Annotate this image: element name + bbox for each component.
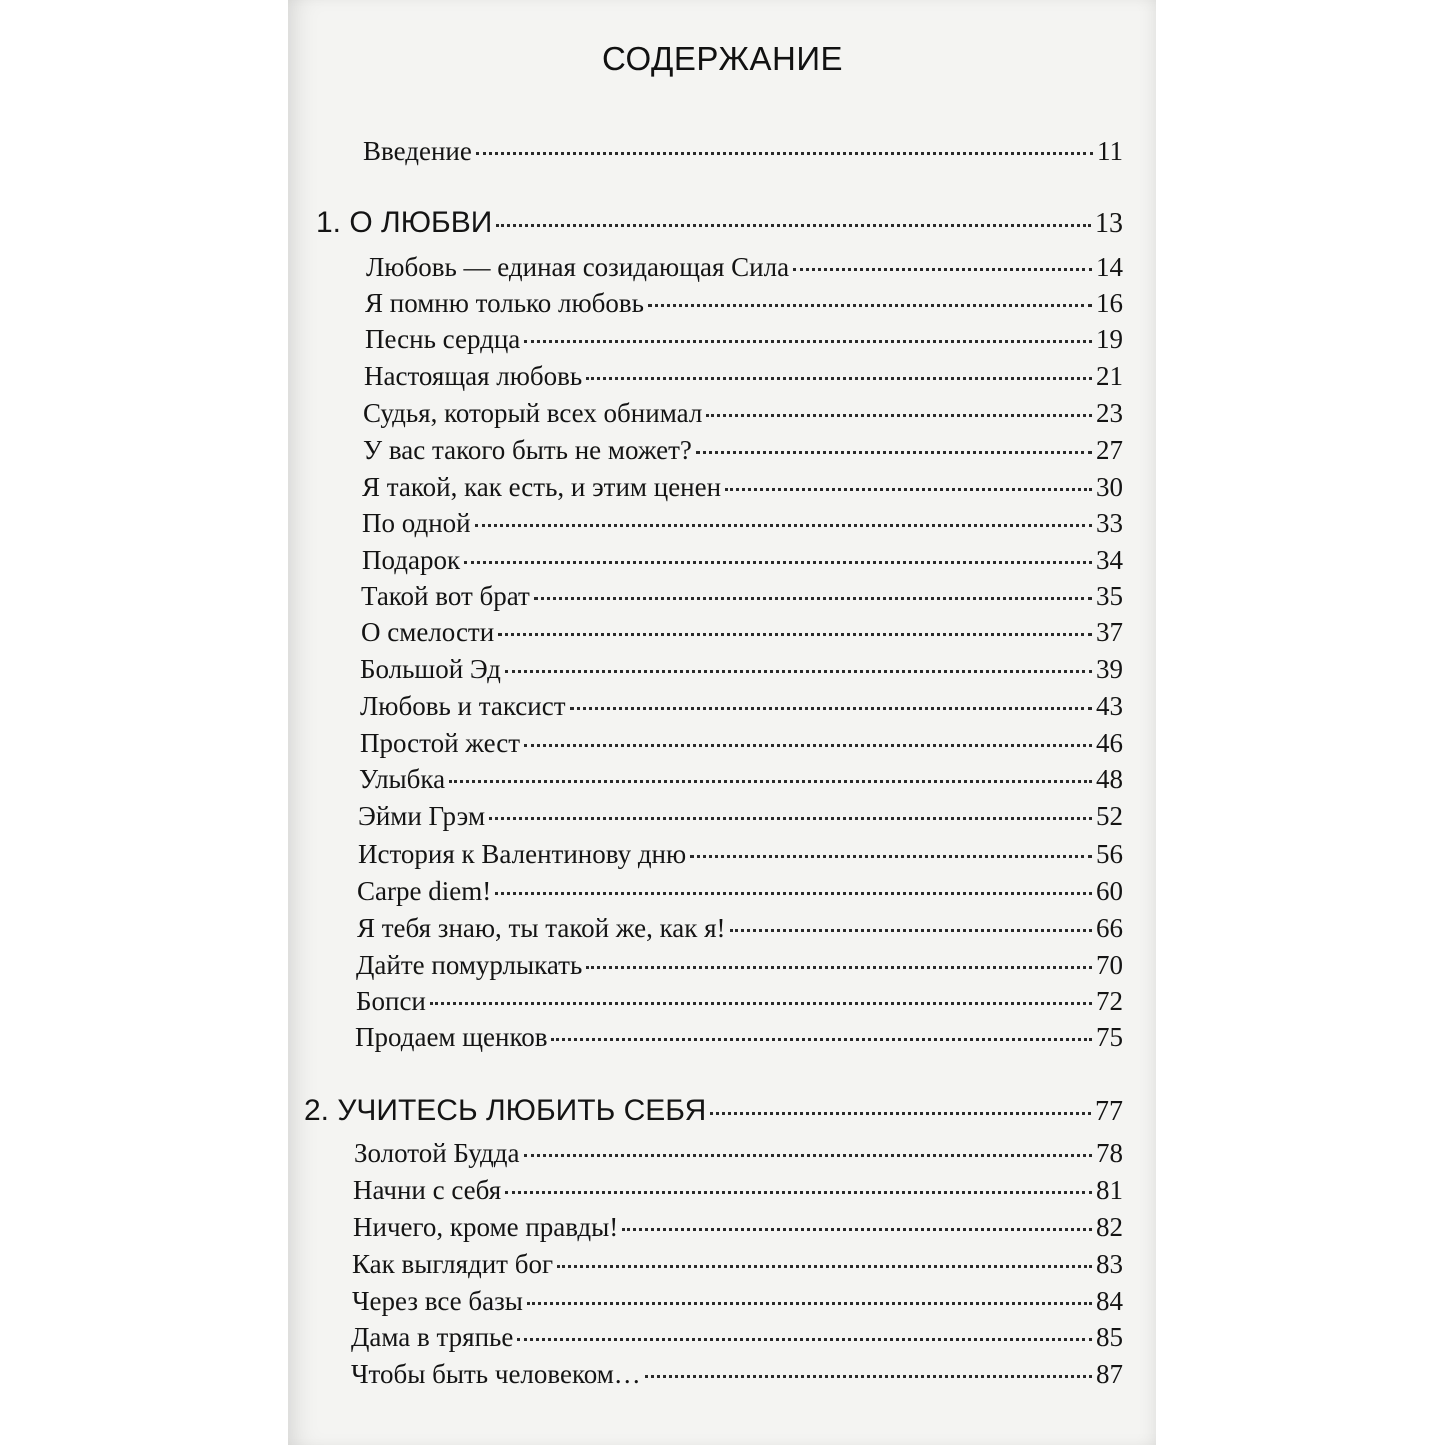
leader-dots [730,928,1092,932]
leader-dots [793,267,1092,271]
entry-page: 82 [1096,1212,1123,1242]
entry-page: 23 [1096,398,1123,428]
leader-dots [524,743,1092,747]
toc-entry [353,1175,1123,1206]
toc-entry [360,728,1123,759]
entry-page: 83 [1096,1249,1123,1279]
toc-entry [363,435,1123,466]
toc-entry-introduction [363,136,1123,167]
chapter-page: 77 [1095,1096,1123,1127]
leader-dots [690,854,1092,858]
entry-page: 81 [1096,1175,1123,1205]
entry-title: Carpe diem! [357,876,492,906]
leader-dots [505,669,1092,673]
leader-dots [551,1037,1092,1041]
entry-page: 72 [1096,986,1123,1016]
entry-title: Дайте помурлыкать [356,950,583,980]
toc-entry [352,1286,1123,1317]
toc-entry [351,1359,1123,1390]
toc-entry [366,252,1123,283]
entry-page: 84 [1096,1286,1123,1316]
entry-title: У вас такого быть не может? [363,435,692,465]
leader-dots [586,376,1092,380]
entry-title: Золотой Будда [354,1138,520,1168]
toc-entry [355,1022,1123,1053]
leader-dots [557,1264,1092,1268]
leader-dots [725,487,1092,491]
entry-page: 11 [1097,136,1123,166]
chapter-title: 2. УЧИТЕСЬ ЛЮБИТЬ СЕБЯ [304,1094,707,1127]
entry-title: О смелости [361,617,495,647]
entry-title: Чтобы быть человеком… [351,1359,641,1389]
entry-title: Как выглядит бог [352,1249,554,1279]
leader-dots [464,560,1092,564]
entry-title: Улыбка [359,764,446,794]
entry-title: Судья, который всех обнимал [363,398,703,428]
entry-title: Ничего, кроме правды! [353,1212,619,1242]
toc-entry [360,654,1123,685]
entry-page: 16 [1096,288,1123,318]
leader-dots [505,1190,1092,1194]
toc-entry [361,617,1123,648]
leader-dots [586,965,1092,969]
leader-dots [489,816,1092,820]
leader-dots [475,523,1092,527]
toc-title: СОДЕРЖАНИЕ [601,40,844,77]
toc-entry [358,839,1123,870]
entry-page: 14 [1096,252,1123,282]
toc-entry [361,581,1123,612]
entry-title: Начни с себя [353,1175,502,1205]
toc-entry [358,801,1123,832]
toc-entry [365,288,1123,319]
leader-dots [706,413,1092,417]
toc-entry [352,1249,1123,1280]
toc-chapter-2 [304,1094,1123,1128]
toc-chapter-1 [316,206,1123,240]
entry-page: 34 [1096,545,1123,575]
leader-dots [534,596,1092,600]
entry-title: Эйми Грэм [358,801,486,831]
entry-page: 85 [1096,1322,1123,1352]
chapter-title: 1. О ЛЮБВИ [316,206,493,239]
entry-title: Я такой, как есть, и этим ценен [362,472,722,502]
entry-page: 78 [1096,1138,1123,1168]
entry-title: Настоящая любовь [364,361,583,391]
entry-page: 46 [1096,728,1123,758]
entry-title: Песнь сердца [365,324,521,354]
leader-dots [498,632,1092,636]
leader-dots [495,891,1092,895]
entry-page: 48 [1096,764,1123,794]
toc-entry [356,986,1123,1017]
entry-page: 39 [1096,654,1123,684]
toc-entry [357,913,1123,944]
toc-entry [364,361,1123,392]
toc-entry [363,398,1123,429]
entry-title: Через все базы [352,1286,523,1316]
leader-dots [517,1337,1092,1341]
toc-entry [365,324,1123,355]
leader-dots [648,303,1092,307]
entry-page: 43 [1096,691,1123,721]
entry-page: 70 [1096,950,1123,980]
toc-entry [362,472,1123,503]
toc-entry [362,508,1123,539]
entry-title: Подарок [362,545,461,575]
toc-entry [356,950,1123,981]
leader-dots [449,779,1092,783]
toc-entry [354,1138,1123,1169]
leader-dots [524,1153,1092,1157]
entry-title: История к Валентинову дню [358,839,687,869]
leader-dots [622,1227,1092,1231]
entry-title: Дама в тряпье [351,1322,514,1352]
toc-entry [353,1212,1123,1243]
entry-title: Я тебя знаю, ты такой же, как я! [357,913,726,943]
entry-title: Такой вот брат [361,581,530,611]
entry-page: 52 [1096,801,1123,831]
toc-entry [357,876,1123,907]
entry-page: 35 [1096,581,1123,611]
toc-entry [362,545,1123,576]
entry-page: 30 [1096,472,1123,502]
entry-page: 37 [1096,617,1123,647]
entry-title: Введение [363,136,472,166]
chapter-page: 13 [1095,208,1123,239]
entry-title: Любовь — единая созидающая Сила [366,252,790,282]
entry-page: 21 [1096,361,1123,391]
entry-page: 75 [1096,1022,1123,1052]
entry-page: 66 [1096,913,1123,943]
leader-dots [710,1111,1091,1115]
entry-page: 33 [1096,508,1123,538]
entry-page: 27 [1096,435,1123,465]
entry-title: Простой жест [360,728,521,758]
entry-page: 56 [1096,839,1123,869]
entry-title: По одной [362,508,471,538]
entry-page: 60 [1096,876,1123,906]
toc-entry [359,764,1123,795]
leader-dots [496,223,1091,227]
entry-title: Любовь и таксист [360,691,566,721]
entry-title: Большой Эд [360,654,501,684]
leader-dots [696,450,1092,454]
leader-dots [430,1001,1092,1005]
toc-entry [360,691,1123,722]
entry-page: 87 [1096,1359,1123,1389]
leader-dots [524,339,1092,343]
entry-title: Продаем щенков [355,1022,548,1052]
leader-dots [527,1301,1092,1305]
entry-page: 19 [1096,324,1123,354]
toc-entry [351,1322,1123,1353]
leader-dots [645,1374,1092,1378]
entry-title: Я помню только любовь [365,288,644,318]
leader-dots [476,151,1093,155]
entry-title: Бопси [356,986,426,1016]
leader-dots [570,706,1092,710]
